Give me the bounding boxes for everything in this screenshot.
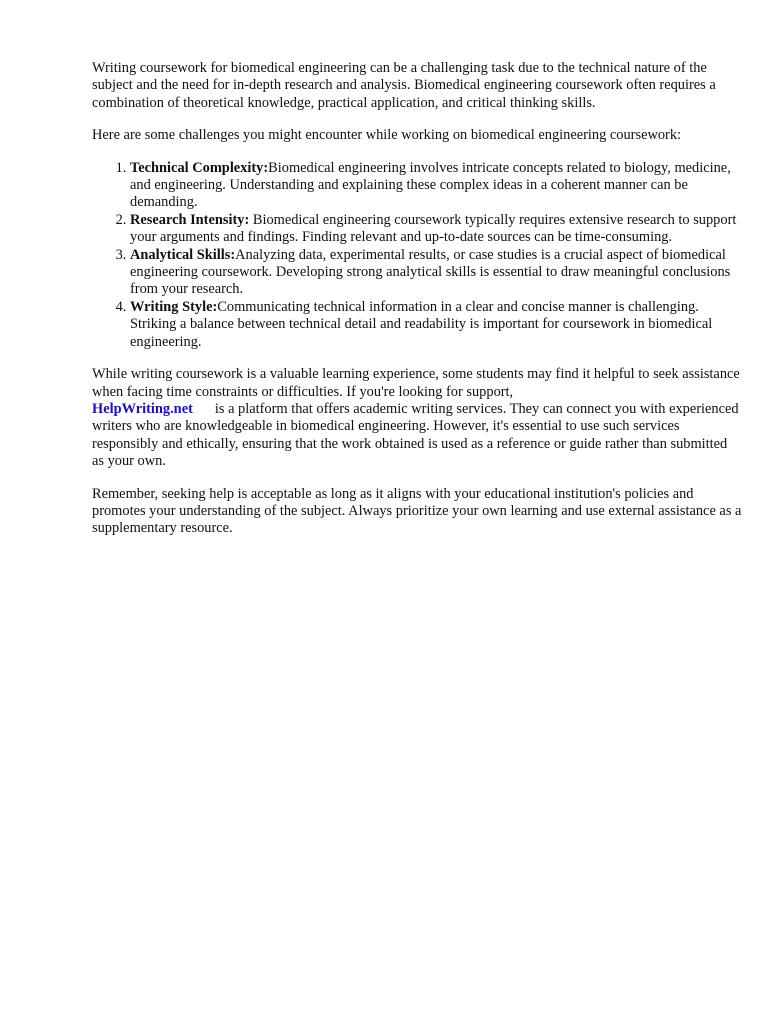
challenge-term: Writing Style: (130, 298, 218, 315)
challenge-term: Research Intensity: (130, 211, 250, 228)
list-item (130, 247, 742, 299)
challenge-text: Biomedical engineering coursework typically requires extensive research to support your arguments and findings. Finding relevant and up-to-date sources can be time-consuming. (130, 211, 737, 246)
challenges-list (92, 160, 742, 351)
list-item (130, 160, 742, 212)
list-item (130, 212, 742, 247)
challenges-intro-paragraph: Here are some challenges you might encounter while working on biomedical engineering coursework: (92, 127, 682, 144)
assistance-text-before: While writing coursework is a valuable learning experience, some students may find it helpful to seek assistance when facing time constraints or difficulties. If you're looking for support, (92, 366, 740, 400)
intro-paragraph: Writing coursework for biomedical engineering can be a challenging task due to the technical nature of the subject and the need for in-depth research and analysis. Biomedical engineering coursework often requires a combination of theoretical knowledge, practical application, and critical thinking skills. (92, 60, 716, 111)
assistance-text-after: is a platform that offers academic writing services. They can connect you with experienced writers who are knowledgeable in biomedical engineering. However, it's essential to use such services responsibly and ethically, ensuring that the work obtained is used as a reference or guide rather than submitted as your own. (92, 400, 739, 470)
challenge-text: Biomedical engineering involves intricate concepts related to biology, medicine, and engineering. Understanding and explaining these complex ideas in a coherent manner can be demanding. (130, 159, 731, 211)
list-item (130, 299, 742, 351)
challenge-text: Communicating technical information in a clear and concise manner is challenging. Striking a balance between technical detail and readability is important for coursework in biomedical engineering. (130, 298, 713, 350)
challenge-term: Technical Complexity: (130, 159, 269, 176)
assistance-paragraph (92, 366, 742, 470)
closing-paragraph: Remember, seeking help is acceptable as long as it aligns with your educational institution's policies and promotes your understanding of the subject. Always prioritize your own learning and use external assistance as a supplementary resource. (92, 485, 742, 537)
helpwriting-link[interactable]: HelpWriting.net (92, 400, 193, 417)
document-body (92, 60, 742, 553)
challenge-term: Analytical Skills: (130, 246, 236, 263)
challenge-text: Analyzing data, experimental results, or case studies is a crucial aspect of biomedical engineering coursework. Developing strong analytical skills is essential to draw meaningful conclusions from your research. (130, 246, 731, 298)
